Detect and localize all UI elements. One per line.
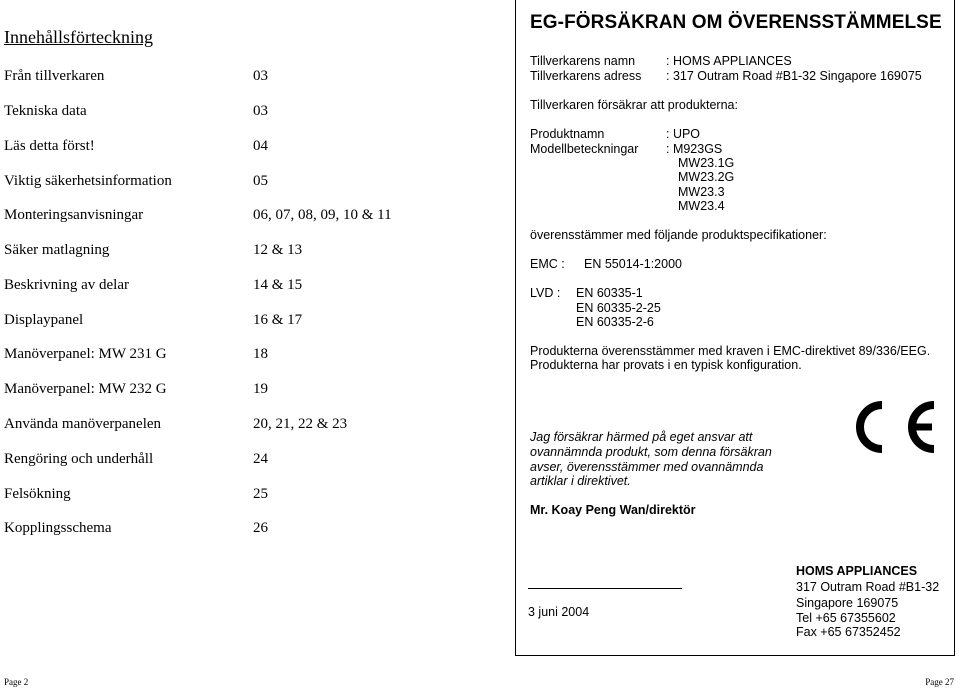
model-value: MW23.2G [678,170,735,184]
toc-item [4,484,404,504]
toc-item-pages: 20, 21, 22 & 23 [253,416,348,432]
toc-item-title: Felsökning [4,486,71,502]
toc-item-pages: 03 [253,103,268,119]
toc-item-pages: 19 [253,381,268,397]
toc-item [4,275,404,295]
toc-item-title: Använda manöverpanelen [4,416,162,432]
toc-item [4,414,404,434]
toc-item-title: Säker matlagning [4,242,110,258]
toc-item-title: Läs detta först! [4,138,95,154]
toc-item-pages: 26 [253,520,268,536]
manufacturer-address-label: Tillverkarens adress [530,69,642,83]
toc-item-pages: 12 & 13 [253,242,303,258]
company-address-line: Singapore 169075 [796,596,899,610]
company-fax: Fax +65 67352452 [796,625,901,639]
toc-item-title: Från tillverkaren [4,68,105,84]
model-value: MW23.3 [678,185,725,199]
signatory: Mr. Koay Peng Wan/direktör [530,503,696,517]
toc-item [4,379,404,399]
toc-item [4,66,404,86]
assurance-line: avser, överensstämmer med ovannämnda [530,460,764,474]
toc-item-title: Tekniska data [4,103,87,119]
toc-item-pages: 25 [253,486,268,502]
manufacturer-name-label: Tillverkarens namn [530,54,636,68]
page-number-left: Page 2 [4,677,29,687]
conformity-line: Produkterna har provats i en typisk konfiguration. [530,358,802,372]
toc-item-pages: 24 [253,451,268,467]
model-value: MW23.1G [678,156,735,170]
toc-item-title: Beskrivning av delar [4,277,129,293]
declaration-title: EG-FÖRSÄKRAN OM ÖVERENSSTÄMMELSE [530,12,942,33]
manufacturer-address-value: : 317 Outram Road #B1-32 Singapore 169075 [666,69,922,83]
toc-item [4,518,404,538]
lvd-label: LVD : [530,286,561,300]
toc-item-title: Manöverpanel: MW 231 G [4,346,167,362]
assurance-line: artiklar i direktivet. [530,474,631,488]
toc-item-title: Kopplingsschema [4,520,112,536]
toc-item [4,240,404,260]
toc-item-title: Monteringsanvisningar [4,207,144,223]
lvd-value: EN 60335-2-25 [576,301,661,315]
toc-item [4,449,404,469]
assures-text: Tillverkaren försäkrar att produkterna: [530,98,738,112]
model-label: Modellbeteckningar [530,142,639,156]
toc-item-title: Manöverpanel: MW 232 G [4,381,167,397]
complies-with-text: överensstämmer med följande produktspecifikationer: [530,228,827,242]
toc-item [4,205,404,225]
ce-mark-logo [842,400,942,454]
toc-item-pages: 06, 07, 08, 09, 10 & 11 [253,207,392,223]
company-tel: Tel +65 67355602 [796,611,896,625]
emc-label: EMC : [530,257,565,271]
toc-item-pages: 16 & 17 [253,312,303,328]
conformity-line: Produkterna överensstämmer med kraven i EMC-direktivet 89/336/EEG. [530,344,931,358]
lvd-value: EN 60335-1 [576,286,643,300]
toc-item-pages: 14 & 15 [253,277,303,293]
toc-item-title: Viktig säkerhetsinformation [4,173,172,189]
toc-item [4,310,404,330]
company-name: HOMS APPLIANCES [796,564,918,578]
manufacturer-name-value: : HOMS APPLIANCES [666,54,792,68]
signature-line [528,588,682,589]
toc-item-title: Displaypanel [4,312,84,328]
product-name-value: : UPO [666,127,701,141]
toc-title: Innehållsförteckning [4,27,153,47]
toc-item [4,101,404,121]
assurance-line: Jag försäkrar härmed på eget ansvar att [530,430,753,444]
toc-item-pages: 18 [253,346,268,362]
emc-value: EN 55014-1:2000 [584,257,682,271]
toc-item [4,136,404,156]
page-number-right: Page 27 [925,677,954,687]
lvd-value: EN 60335-2-6 [576,315,654,329]
toc-item-pages: 05 [253,173,268,189]
declaration-box [515,0,955,656]
declaration-date: 3 juni 2004 [528,605,590,619]
toc-item [4,344,404,364]
toc-item-title: Rengöring och underhåll [4,451,154,467]
toc-item-pages: 04 [253,138,268,154]
toc-item-pages: 03 [253,68,268,84]
model-value: : M923GS [666,142,723,156]
toc-item [4,171,404,191]
assurance-line: ovannämnda produkt, som denna försäkran [530,445,772,459]
company-address-line: 317 Outram Road #B1-32 [796,580,940,594]
model-value: MW23.4 [678,199,725,213]
product-name-label: Produktnamn [530,127,605,141]
